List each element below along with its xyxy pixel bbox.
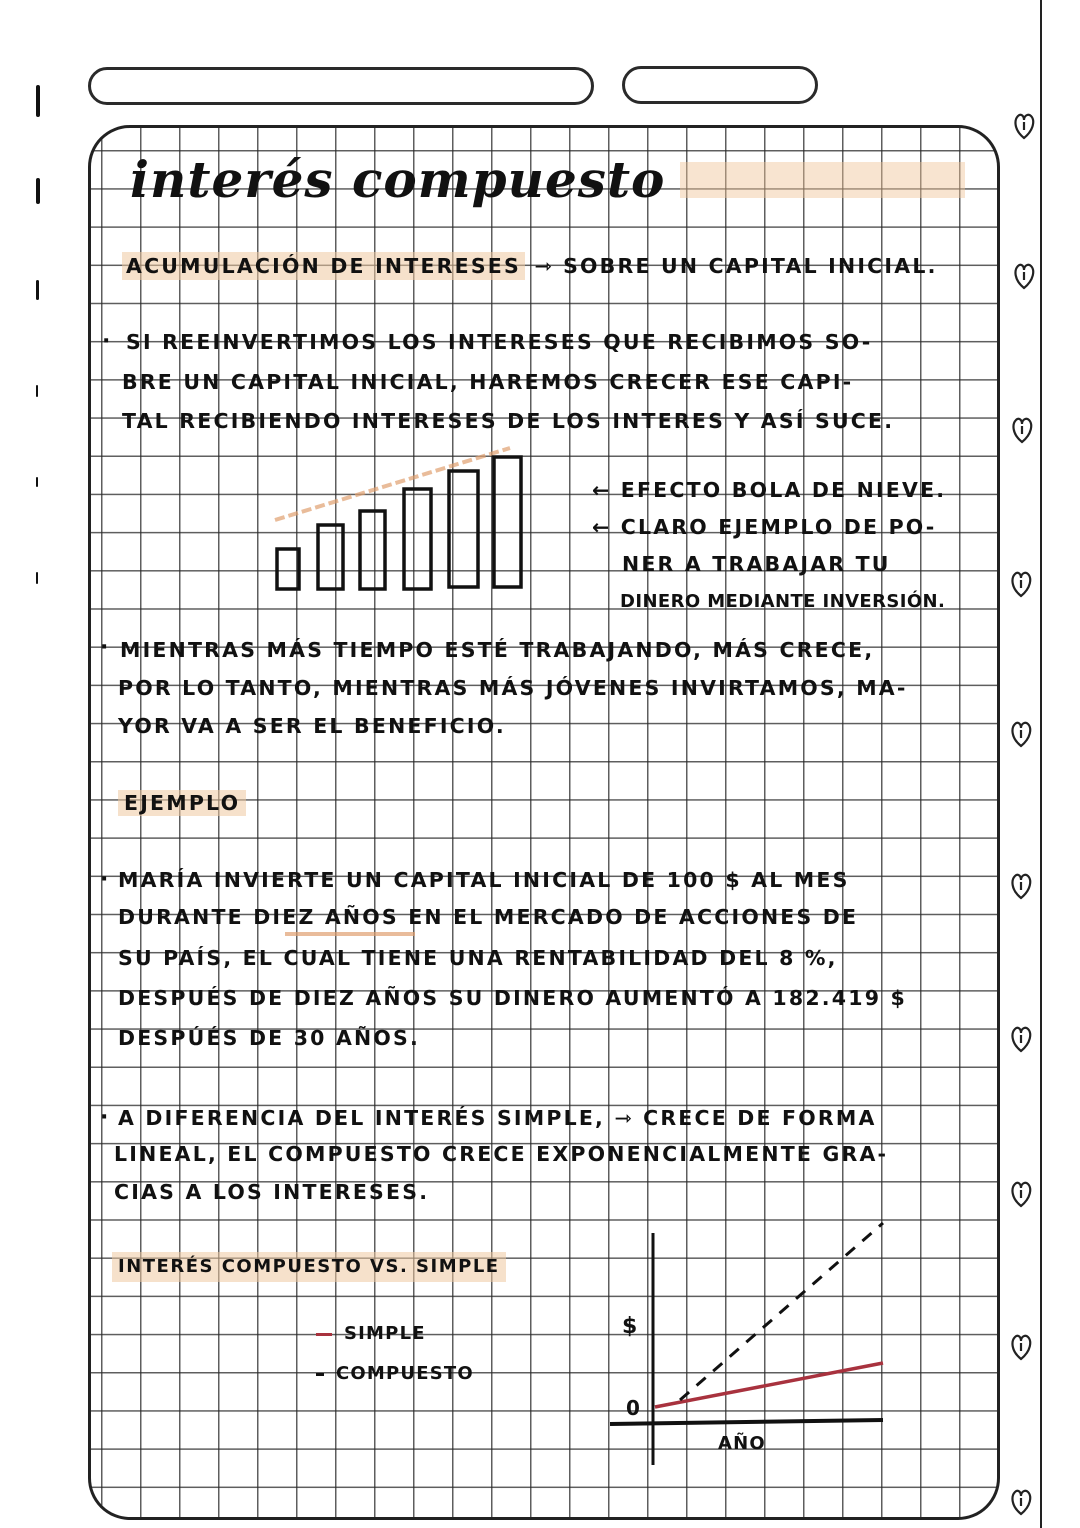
bar-note: DINERO MEDIANTE INVERSIÓN. bbox=[620, 591, 946, 612]
binding-mark bbox=[36, 477, 38, 487]
legend-swatch-dashed bbox=[316, 1373, 324, 1376]
paragraph3-line: LINEAL, EL COMPUESTO CRECE EXPONENCIALMENTE GRA- bbox=[114, 1142, 889, 1166]
paragraph3-line: CIAS A LOS INTERESES. bbox=[114, 1180, 430, 1204]
bullet: · bbox=[100, 1105, 111, 1130]
left-arrow-icon: ← bbox=[592, 515, 612, 539]
heart-doodle-icon bbox=[1009, 570, 1033, 598]
comparison-heading: INTERÉS COMPUESTO VS. SIMPLE bbox=[112, 1252, 506, 1282]
trend-line bbox=[275, 448, 510, 520]
example-line: SU PAÍS, EL CUAL TIENE UNA RENTABILIDAD DEL 8 %, bbox=[118, 946, 838, 970]
heart-doodle-icon bbox=[1010, 416, 1034, 444]
simple-series-line bbox=[655, 1363, 883, 1407]
paragraph1-line: TAL RECIBIENDO INTERESES DE LOS INTERES Y ASÍ SUCE. bbox=[122, 409, 895, 433]
heart-doodle-icon bbox=[1009, 1025, 1033, 1053]
bullet: · bbox=[100, 635, 111, 660]
paragraph3-line: A DIFERENCIA DEL INTERÉS SIMPLE, ⇾ CRECE DE FORMA bbox=[118, 1106, 877, 1130]
bullet: · bbox=[102, 329, 113, 354]
origin-label: 0 bbox=[626, 1396, 643, 1420]
example-line: DESPUÉS DE DIEZ AÑOS SU DINERO AUMENTÓ A 182.419 $ bbox=[118, 986, 907, 1010]
header-box-long bbox=[88, 67, 594, 105]
example-line: MARÍA INVIERTE UN CAPITAL INICIAL DE 100 $ AL MES bbox=[118, 868, 850, 892]
example-line: DURANTE DIEZ AÑOS EN EL MERCADO DE ACCIONES DE bbox=[118, 905, 859, 929]
compound-series-line bbox=[680, 1223, 883, 1400]
example-heading: EJEMPLO bbox=[118, 790, 246, 816]
legend-swatch-solid bbox=[316, 1333, 332, 1336]
left-arrow-icon: ← bbox=[592, 478, 612, 502]
paragraph2-line: MIENTRAS MÁS TIEMPO ESTÉ TRABAJANDO, MÁS CRECE, bbox=[120, 638, 875, 662]
heart-doodle-icon bbox=[1012, 112, 1036, 140]
heart-doodle-icon bbox=[1009, 1180, 1033, 1208]
paragraph1-line: SI REEINVERTIMOS LOS INTERESES QUE RECIBIMOS SO- bbox=[126, 330, 873, 354]
legend-item-compuesto: COMPUESTO bbox=[316, 1362, 474, 1386]
x-axis-label: AÑO bbox=[718, 1433, 766, 1454]
heart-doodle-icon bbox=[1009, 872, 1033, 900]
bar-note: NER A TRABAJAR TU bbox=[622, 552, 891, 576]
bullet: · bbox=[100, 867, 111, 892]
snowball-bar-sketch bbox=[260, 440, 540, 600]
bar bbox=[277, 549, 299, 589]
header-box-short bbox=[622, 66, 818, 104]
page-title: interés compuesto bbox=[130, 150, 666, 209]
y-axis-label: $ bbox=[622, 1314, 640, 1339]
heart-doodle-icon bbox=[1009, 720, 1033, 748]
bar-note: ← EFECTO BOLA DE NIEVE. bbox=[592, 478, 947, 502]
bar bbox=[360, 511, 385, 589]
title-highlight bbox=[680, 162, 965, 198]
bar bbox=[404, 489, 431, 589]
heart-doodle-icon bbox=[1009, 1488, 1033, 1516]
paragraph2-line: POR LO TANTO, MIENTRAS MÁS JÓVENES INVIRTAMOS, MA- bbox=[118, 676, 908, 700]
binding-mark bbox=[36, 385, 38, 397]
binding-mark bbox=[36, 280, 39, 300]
example-line: DESPÚÉS DE 30 AÑOS. bbox=[118, 1026, 420, 1050]
paragraph1-line: BRE UN CAPITAL INICIAL, HAREMOS CRECER ESE CAPI- bbox=[122, 370, 854, 394]
page-edge-line bbox=[1040, 0, 1042, 1528]
bar bbox=[318, 525, 343, 589]
heart-doodle-icon bbox=[1009, 1333, 1033, 1361]
legend-item-simple: SIMPLE bbox=[316, 1322, 426, 1346]
paragraph2-line: YOR VA A SER EL BENEFICIO. bbox=[118, 714, 506, 738]
arrow-icon: ⇾ bbox=[534, 254, 554, 278]
bar-note: ← CLARO EJEMPLO DE PO- bbox=[592, 515, 937, 539]
binding-mark bbox=[36, 85, 40, 117]
bar bbox=[494, 457, 521, 587]
binding-mark bbox=[36, 178, 40, 204]
binding-mark bbox=[36, 572, 38, 584]
heart-doodle-icon bbox=[1012, 262, 1036, 290]
x-axis bbox=[610, 1420, 883, 1424]
underline-highlight bbox=[285, 932, 415, 936]
bar bbox=[449, 471, 478, 587]
definition-line bbox=[122, 254, 938, 278]
definition-rest: SOBRE UN CAPITAL INICIAL. bbox=[563, 254, 938, 278]
definition-highlight: ACUMULACIÓN DE INTERESES bbox=[122, 252, 525, 280]
